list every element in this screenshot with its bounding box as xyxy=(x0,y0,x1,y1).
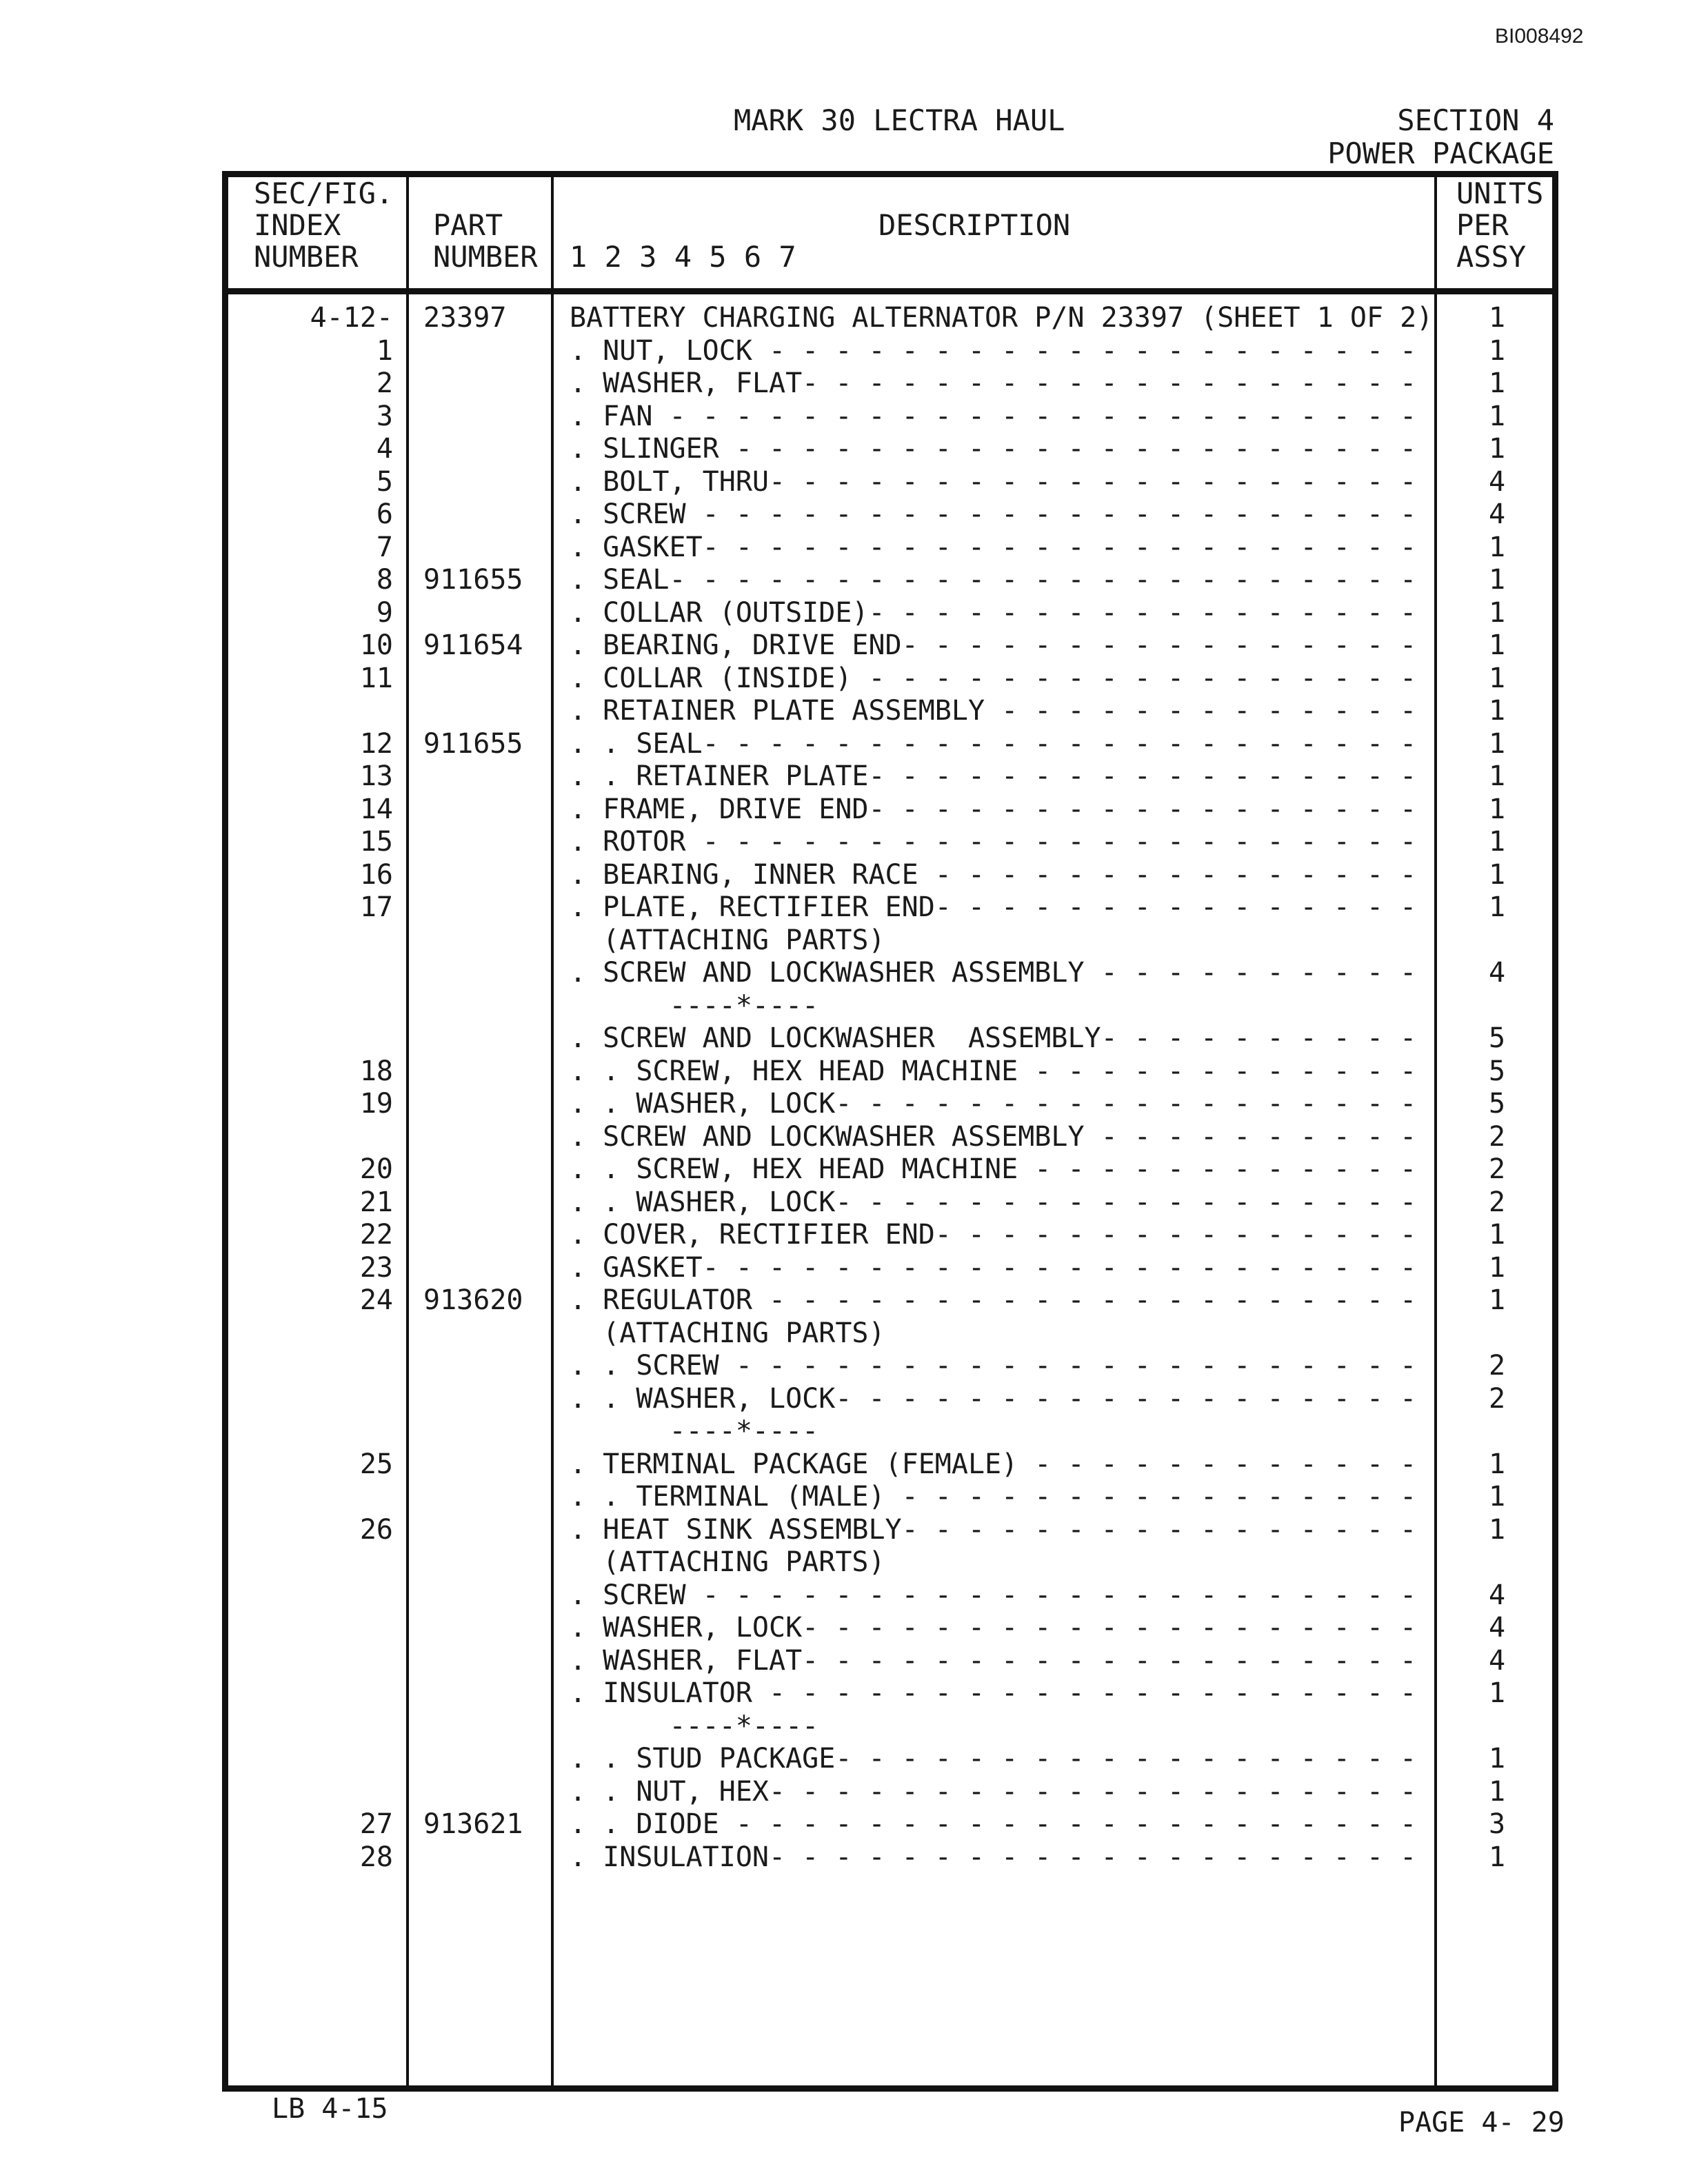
index-cell: 14 xyxy=(359,793,393,825)
description-cell: . ROTOR - - - - - - - - - - - - - - - - - - - - - - xyxy=(570,826,1417,858)
index-cell: 17 xyxy=(359,891,393,923)
description-cell: . SCREW - - - - - - - - - - - - - - - - - - - - - - xyxy=(570,498,1417,530)
part-number-cell: 913620 xyxy=(423,1284,523,1316)
description-cell: . SCREW AND LOCKWASHER ASSEMBLY- - - - - - - - - - xyxy=(570,1022,1417,1054)
description-cell: . BOLT, THRU- - - - - - - - - - - - - - - - - - - - xyxy=(570,465,1417,498)
description-cell: (ATTACHING PARTS) xyxy=(570,1317,885,1349)
column-divider xyxy=(406,171,409,2092)
units-cell: 4 xyxy=(1488,1579,1506,1611)
index-cell xyxy=(255,1121,393,1154)
index-cell: 22 xyxy=(359,1219,393,1251)
units-cell: 1 xyxy=(1488,793,1506,825)
description-cell: . SCREW - - - - - - - - - - - - - - - - - - - - - - xyxy=(570,1579,1417,1611)
index-cell: 10 xyxy=(359,629,393,661)
description-cell: . . SCREW, HEX HEAD MACHINE - - - - - - - - - - - - xyxy=(570,1153,1417,1185)
part-number-cell: 911654 xyxy=(423,629,523,661)
index-cell: 9 xyxy=(376,596,393,629)
units-cell: 1 xyxy=(1488,1677,1506,1709)
index-cell xyxy=(255,1645,393,1678)
part-number-cell: 23397 xyxy=(423,302,507,334)
units-cell: 2 xyxy=(1488,1350,1506,1382)
units-cell: 1 xyxy=(1488,1219,1506,1251)
index-cell: 4-12- xyxy=(310,302,393,334)
description-cell: . SCREW AND LOCKWASHER ASSEMBLY - - - - - - - - - - xyxy=(570,957,1417,989)
index-cell xyxy=(255,1022,393,1055)
units-cell: 1 xyxy=(1488,367,1506,399)
index-cell xyxy=(255,1350,393,1383)
units-cell xyxy=(1466,1415,1528,1448)
column-header-units: UNITS PER ASSY xyxy=(1456,176,1544,274)
index-cell: 7 xyxy=(376,531,393,563)
units-cell: 2 xyxy=(1488,1120,1506,1153)
units-cell xyxy=(1466,990,1528,1023)
description-cell: BATTERY CHARGING ALTERNATOR P/N 23397 (SHEET 1 OF 2) xyxy=(570,302,1434,334)
description-cell: . FAN - - - - - - - - - - - - - - - - - - - - - - - xyxy=(570,400,1417,432)
description-cell: . WASHER, LOCK- - - - - - - - - - - - - - - - - - - xyxy=(570,1612,1417,1644)
index-cell: 20 xyxy=(359,1153,393,1185)
description-cell: . . STUD PACKAGE- - - - - - - - - - - - - - - - - - xyxy=(570,1743,1417,1775)
description-cell: . INSULATOR - - - - - - - - - - - - - - - - - - - - xyxy=(570,1677,1417,1709)
units-cell xyxy=(1466,924,1528,958)
description-cell: . FRAME, DRIVE END- - - - - - - - - - - - - - - - - xyxy=(570,793,1417,825)
description-cell: . . NUT, HEX- - - - - - - - - - - - - - - - - - - - xyxy=(570,1775,1417,1808)
index-cell: 11 xyxy=(359,662,393,694)
index-cell: 13 xyxy=(359,760,393,792)
units-cell: 1 xyxy=(1488,400,1506,432)
index-cell xyxy=(255,957,393,990)
units-cell: 1 xyxy=(1488,1251,1506,1284)
header-divider xyxy=(222,288,1558,294)
units-cell: 4 xyxy=(1488,1612,1506,1644)
description-cell: . COLLAR (OUTSIDE)- - - - - - - - - - - - - - - - - xyxy=(570,596,1417,629)
description-cell: . . SCREW, HEX HEAD MACHINE - - - - - - - - - - - - xyxy=(570,1055,1417,1087)
units-cell: 1 xyxy=(1488,302,1506,334)
index-cell: 25 xyxy=(359,1448,393,1480)
description-cell: ----*---- xyxy=(570,1710,819,1742)
description-cell: . SLINGER - - - - - - - - - - - - - - - - - - - - - xyxy=(570,433,1417,465)
units-cell xyxy=(1466,1546,1528,1579)
units-cell: 4 xyxy=(1488,957,1506,989)
units-cell: 4 xyxy=(1488,498,1506,530)
description-cell: . COVER, RECTIFIER END- - - - - - - - - - - - - - - xyxy=(570,1219,1417,1251)
description-cell: . TERMINAL PACKAGE (FEMALE) - - - - - - - - - - - - xyxy=(570,1448,1417,1480)
index-cell: 12 xyxy=(359,727,393,760)
description-cell: . . WASHER, LOCK- - - - - - - - - - - - - - - - - - xyxy=(570,1186,1417,1218)
index-cell: 8 xyxy=(376,564,393,596)
index-cell xyxy=(255,695,393,728)
index-cell: 23 xyxy=(359,1251,393,1284)
description-cell: (ATTACHING PARTS) xyxy=(570,1546,885,1578)
units-cell: 1 xyxy=(1488,858,1506,891)
units-cell: 2 xyxy=(1488,1382,1506,1415)
description-cell: . REGULATOR - - - - - - - - - - - - - - - - - - - - xyxy=(570,1284,1417,1316)
index-cell xyxy=(255,1317,393,1351)
index-cell: 19 xyxy=(359,1088,393,1120)
units-cell: 1 xyxy=(1488,826,1506,858)
units-cell: 1 xyxy=(1488,1481,1506,1513)
units-cell: 5 xyxy=(1488,1022,1506,1054)
units-cell: 1 xyxy=(1488,1775,1506,1808)
units-cell: 5 xyxy=(1488,1055,1506,1087)
section-label: SECTION 4 xyxy=(1397,103,1554,137)
units-cell: 1 xyxy=(1488,629,1506,661)
part-number-cell: 911655 xyxy=(423,564,523,596)
units-cell: 1 xyxy=(1488,334,1506,367)
description-cell: . INSULATION- - - - - - - - - - - - - - - - - - - - xyxy=(570,1841,1417,1873)
description-cell: . BEARING, DRIVE END- - - - - - - - - - - - - - - - xyxy=(570,629,1417,661)
description-cell: . GASKET- - - - - - - - - - - - - - - - - - - - - - xyxy=(570,531,1417,563)
units-cell: 1 xyxy=(1488,1448,1506,1480)
page-number: PAGE 4- 29 xyxy=(1398,2107,1565,2138)
index-cell: 28 xyxy=(359,1841,393,1873)
description-cell: . WASHER, FLAT- - - - - - - - - - - - - - - - - - - xyxy=(570,367,1417,399)
units-cell: 4 xyxy=(1488,465,1506,498)
units-cell: 4 xyxy=(1488,1644,1506,1677)
index-cell xyxy=(255,924,393,958)
units-cell: 3 xyxy=(1488,1808,1506,1840)
index-cell xyxy=(255,1710,393,1743)
index-cell: 24 xyxy=(359,1284,393,1316)
index-cell xyxy=(255,1776,393,1809)
index-cell xyxy=(255,1383,393,1416)
index-cell xyxy=(255,1612,393,1645)
index-cell: 16 xyxy=(359,858,393,891)
index-cell: 26 xyxy=(359,1513,393,1546)
description-cell: . SCREW AND LOCKWASHER ASSEMBLY - - - - - - - - - - xyxy=(570,1120,1417,1153)
units-cell: 2 xyxy=(1488,1153,1506,1185)
units-cell: 2 xyxy=(1488,1186,1506,1218)
index-cell: 2 xyxy=(376,367,393,399)
document-id: BI008492 xyxy=(1495,25,1584,48)
index-cell xyxy=(255,1481,393,1514)
part-number-cell: 913621 xyxy=(423,1808,523,1840)
units-cell xyxy=(1466,1710,1528,1743)
index-cell: 6 xyxy=(376,498,393,530)
units-cell: 1 xyxy=(1488,695,1506,727)
description-cell: . COLLAR (INSIDE) - - - - - - - - - - - - - - - - - xyxy=(570,662,1417,694)
index-cell: 27 xyxy=(359,1808,393,1840)
index-cell xyxy=(255,1546,393,1579)
column-header-description: DESCRIPTION xyxy=(878,208,1071,242)
index-cell: 21 xyxy=(359,1186,393,1218)
description-cell: . . SEAL- - - - - - - - - - - - - - - - - - - - - - xyxy=(570,727,1417,760)
description-cell: . BEARING, INNER RACE - - - - - - - - - - - - - - - xyxy=(570,858,1417,891)
column-header-index: SEC/FIG. INDEX NUMBER xyxy=(254,176,394,274)
units-cell: 1 xyxy=(1488,727,1506,760)
column-header-part: PART NUMBER xyxy=(433,208,538,274)
units-cell: 1 xyxy=(1488,760,1506,792)
index-cell: 4 xyxy=(376,433,393,465)
description-cell: . . RETAINER PLATE- - - - - - - - - - - - - - - - - xyxy=(570,760,1417,792)
column-divider xyxy=(1434,171,1437,2092)
units-cell: 1 xyxy=(1488,662,1506,694)
column-header-indent-levels: 1 2 3 4 5 6 7 xyxy=(570,240,796,274)
description-cell: . GASKET- - - - - - - - - - - - - - - - - - - - - - xyxy=(570,1251,1417,1284)
units-cell: 1 xyxy=(1488,433,1506,465)
units-cell: 5 xyxy=(1488,1088,1506,1120)
description-cell: . . SCREW - - - - - - - - - - - - - - - - - - - - - xyxy=(570,1350,1417,1382)
description-cell: . . WASHER, LOCK- - - - - - - - - - - - - - - - - - xyxy=(570,1382,1417,1415)
description-cell: . NUT, LOCK - - - - - - - - - - - - - - - - - - - - xyxy=(570,334,1417,367)
units-cell: 1 xyxy=(1488,1841,1506,1873)
index-cell: 1 xyxy=(376,334,393,367)
units-cell: 1 xyxy=(1488,596,1506,629)
description-cell: . . DIODE - - - - - - - - - - - - - - - - - - - - - xyxy=(570,1808,1417,1840)
index-cell: 18 xyxy=(359,1055,393,1087)
description-cell: ----*---- xyxy=(570,989,819,1022)
description-cell: . SEAL- - - - - - - - - - - - - - - - - - - - - - - xyxy=(570,564,1417,596)
description-cell: . . TERMINAL (MALE) - - - - - - - - - - - - - - - - xyxy=(570,1481,1417,1513)
description-cell: . HEAT SINK ASSEMBLY- - - - - - - - - - - - - - - - xyxy=(570,1513,1417,1546)
index-cell xyxy=(255,1743,393,1776)
part-number-cell: 911655 xyxy=(423,727,523,760)
units-cell: 1 xyxy=(1488,891,1506,923)
column-divider xyxy=(551,171,554,2092)
index-cell xyxy=(255,1415,393,1448)
description-cell: . WASHER, FLAT- - - - - - - - - - - - - - - - - - - xyxy=(570,1644,1417,1677)
units-cell xyxy=(1466,1317,1528,1351)
description-cell: . PLATE, RECTIFIER END- - - - - - - - - - - - - - - xyxy=(570,891,1417,923)
footer-left: LB 4-15 xyxy=(272,2093,388,2125)
index-cell: 15 xyxy=(359,826,393,858)
index-cell xyxy=(255,990,393,1023)
index-cell xyxy=(255,1579,393,1612)
index-cell: 3 xyxy=(376,400,393,432)
index-cell: 5 xyxy=(376,465,393,498)
description-cell: (ATTACHING PARTS) xyxy=(570,924,885,956)
units-cell: 1 xyxy=(1488,531,1506,563)
units-cell: 1 xyxy=(1488,564,1506,596)
units-cell: 1 xyxy=(1488,1284,1506,1316)
description-cell: ----*---- xyxy=(570,1415,819,1447)
description-cell: . RETAINER PLATE ASSEMBLY - - - - - - - - - - - - - xyxy=(570,695,1417,727)
subsection-label: POWER PACKAGE xyxy=(1327,136,1554,170)
index-cell xyxy=(255,1677,393,1710)
page-title: MARK 30 LECTRA HAUL xyxy=(734,103,1065,137)
units-cell: 1 xyxy=(1488,1513,1506,1546)
description-cell: . . WASHER, LOCK- - - - - - - - - - - - - - - - - - xyxy=(570,1088,1417,1120)
units-cell: 1 xyxy=(1488,1743,1506,1775)
